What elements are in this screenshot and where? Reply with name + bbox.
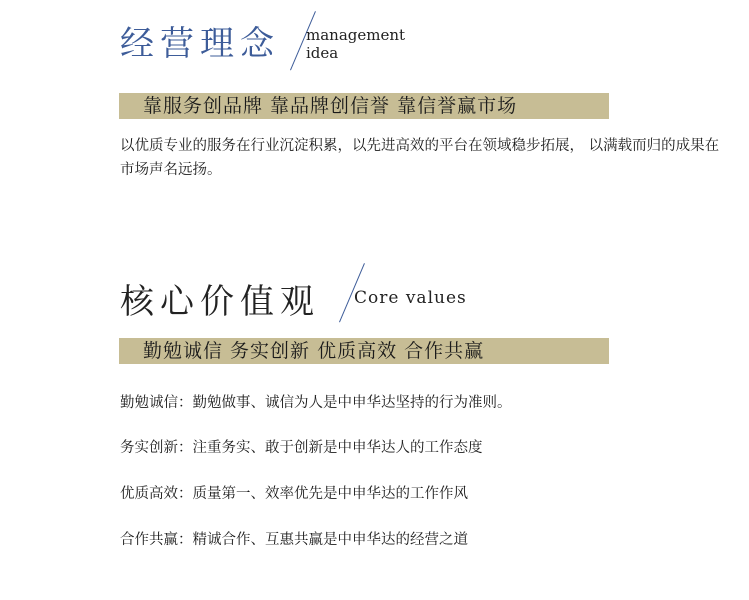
core-value-item: 务实创新：注重务实、敢于创新是中申华达人的工作态度 bbox=[120, 440, 483, 456]
core-value-item: 合作共赢：精诚合作、互惠共赢是中申华达的经营之道 bbox=[120, 532, 468, 548]
management-title-en bbox=[306, 26, 405, 62]
core-value-item: 勤勉诚信：勤勉做事、诚信为人是中申华达坚持的行为准则。 bbox=[120, 395, 512, 411]
core-values-title-en: Core values bbox=[354, 288, 467, 308]
management-title-en-line1: management bbox=[306, 26, 406, 44]
management-paragraph: 以优质专业的服务在行业沉淀积累，以先进高效的平台在领域稳步拓展， 以满载而归的成果在市场声名远扬。 bbox=[120, 138, 720, 178]
core-value-item: 优质高效：质量第一、效率优先是中申华达的工作作风 bbox=[120, 486, 468, 502]
management-title: 经营理念 bbox=[120, 24, 280, 64]
core-values-slogan-band: 勤勉诚信 务实创新 优质高效 合作共赢 bbox=[119, 338, 609, 364]
core-values-title: 核心价值观 bbox=[120, 282, 320, 322]
management-slogan-band: 靠服务创品牌 靠品牌创信誉 靠信誉赢市场 bbox=[119, 93, 609, 119]
management-title-en-line2: idea bbox=[306, 44, 339, 62]
